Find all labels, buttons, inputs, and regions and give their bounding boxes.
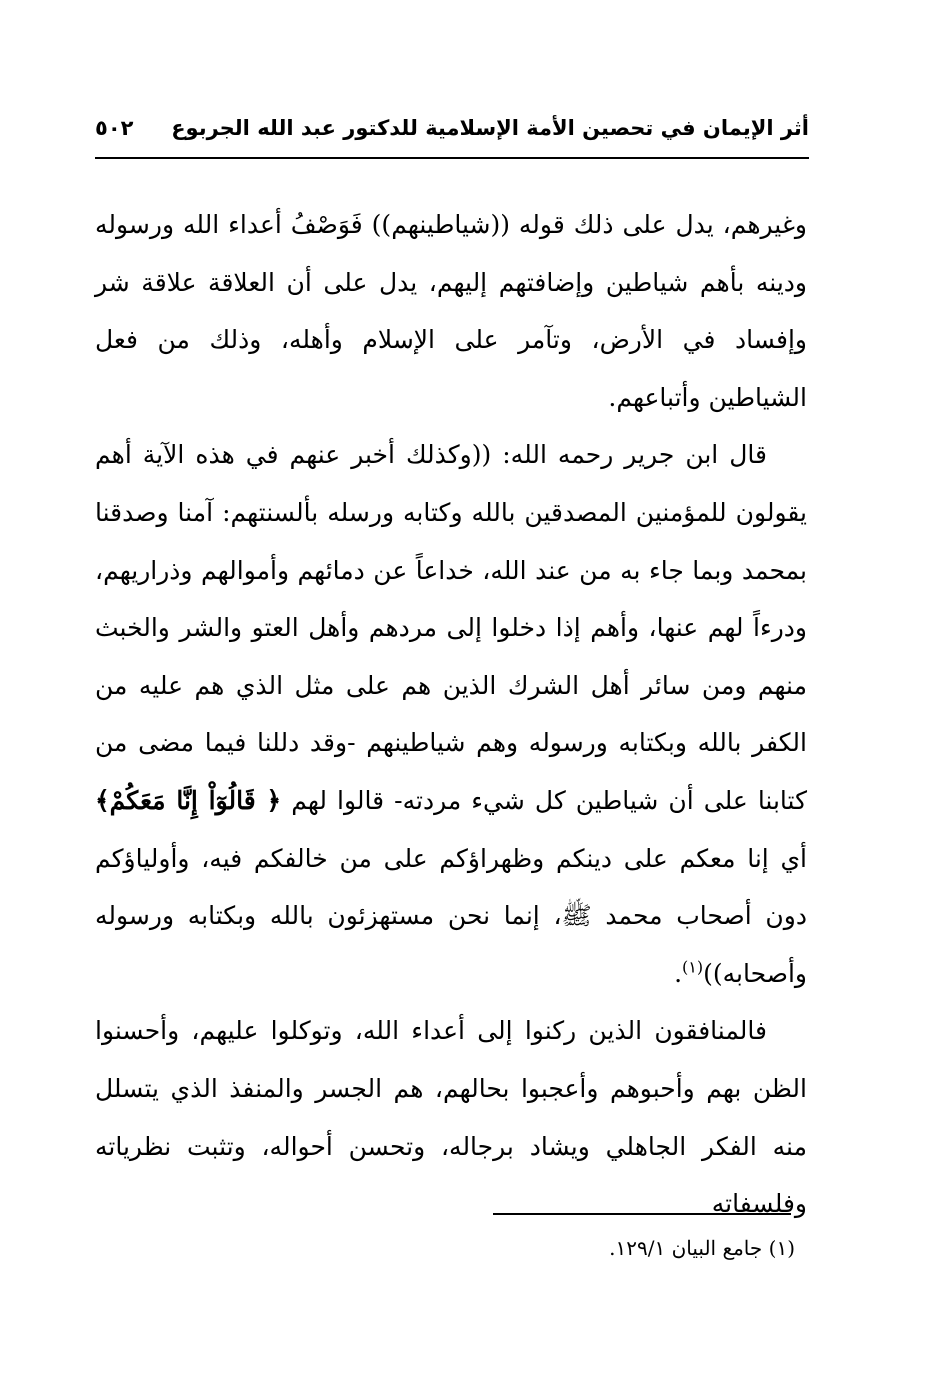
paragraph-2-text-a: قال ابن جرير رحمه الله: ((وكذلك أخبر عنهم في هذه الآية أهم يقولون للمؤمنين المصدقين بالله وكتابه ورسله بألسنتهم: آمنا وصدقنا بمحمد وبما جاء به من عند الله، خداعاً عن دمائهم وأموالهم وذراريهم، ودرءاً لهم عنها، وأهم إذا دخلوا إلى مردهم وأهل العتو والشر والخبث منهم ومن سائر أهل الشرك الذين هم على مثل الذي هم عليه من الكفر بالله وبكتابه ورسوله وهم شياطينهم -وقد دللنا فيما مضى من كتابنا على أن شياطين كل شيء مردته- قالوا لهم <box>95 440 807 815</box>
body-text <box>95 196 807 1233</box>
page-number: ٥٠٢ <box>95 116 134 140</box>
paragraph-1: وغيرهم، يدل على ذلك قوله ((شياطينهم)) فَوَصْفُ أعداء الله ورسوله ودينه بأهم شياطين وإضافتهم إليهم، يدل على أن العلاقة علاقة شر وإفساد في الأرض، وتآمر على الإسلام وأهله، وذلك من فعل الشياطين وأتباعهم. <box>95 210 807 412</box>
footnote-separator <box>493 1213 791 1215</box>
footnote-reference: (١) <box>682 957 704 977</box>
footnote-1: (١) جامع البيان ١٢٩/١. <box>609 1236 795 1260</box>
running-title: أثر الإيمان في تحصين الأمة الإسلامية للدكتور عبد الله الجربوع <box>171 116 809 140</box>
header-rule <box>95 157 809 159</box>
paragraph-2-end: . <box>674 958 683 988</box>
page-header <box>95 112 809 154</box>
paragraph-2-text-b: أي إنا معكم على دينكم وظهراؤكم على من خالفكم فيه، وأولياؤكم دون أصحاب محمد ﷺ، إنما نحن مستهزئون بالله وبكتابه ورسوله وأصحابه)) <box>95 843 807 988</box>
paragraph-3: فالمنافقون الذين ركنوا إلى أعداء الله، وتوكلوا عليهم، وأحسنوا الظن بهم وأحبوهم وأعجبوا بحالهم، هم الجسر والمنفذ الذي يتسلل منه الفكر الجاهلي ويشاد برجاله، وتحسن أحواله، وتثبت نظرياته وفلسفاته <box>95 1016 807 1219</box>
paragraph-2 <box>95 426 807 1002</box>
quran-quote: ﴿ قَالُوٓاْ إِنَّا مَعَكُمْ﴾ <box>95 785 282 815</box>
